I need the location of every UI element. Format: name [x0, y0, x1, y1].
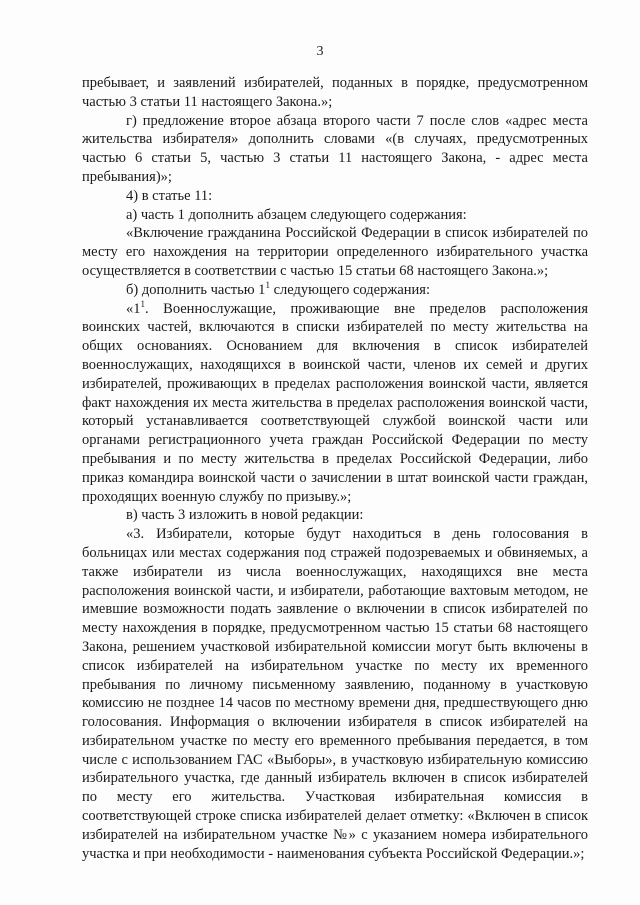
paragraph-continuation: пребывает, и заявлений избирателей, поданных в порядке, предусмотренном частью 3 статьи 11 настоящего Закона.»;: [82, 75, 588, 110]
document-body: [82, 74, 588, 863]
paragraph-item-v: в) часть 3 изложить в новой редакции:: [126, 507, 364, 524]
superscript: 1: [140, 298, 145, 309]
paragraph-quote-inclusion: «Включение гражданина Российской Федерации в список избирателей по месту его нахождения на территории определенного избирательного участка осуществляется в соответствии с частью 15 статьи 68 настоящего Закона.»;: [82, 225, 588, 279]
paragraph-text: «1: [126, 300, 141, 317]
paragraph-quote-part-3: «3. Избиратели, которые будут находиться в день голосования в больницах или местах содержания под стражей подозреваемых и обвиняемых, а также избиратели из числа военнослужащих, находящихся вне места расположения воинской части, и избиратели, работающие вахтовым методом, не имевшие возможности подать заявление о включении в список избирателей по месту нахождения в порядке, предусмотренном частью 15 статьи 68 настоящего Закона, решением участковой избирательной комиссии могут быть включены в список избирателей на избирательном участке по месту их временного пребывания по личному письменному заявлению, поданному в участковую комиссию не позднее 14 часов по местному времени дня, предшествующего дню голосования. Информация о включении избирателя в список избирателей на избирательном участке по месту его временного пребывания передается, в том числе с использованием ГАС «Выборы», в участковую избирательную комиссию избирательного участка, где данный избиратель включен в список избирателей по месту его жительства. Участковая избирательная комиссия в соответствующей строке списка избирателей делает отметку: «Включен в список избирателей на избирательном участке №» с указанием номера избирательного участка и при необходимости - наименования субъекта Российской Федерации.»;: [82, 526, 588, 862]
paragraph-item-g: г) предложение второе абзаца второго части 7 после слов «адрес места жительства избирателя» дополнить словами «(в случаях, предусмотренных частью 6 статьи 5, частью 3 статьи 11 настоящего Закона, - адрес места пребывания)»;: [82, 112, 588, 185]
paragraph-item-4: 4) в статье 11:: [126, 187, 213, 204]
paragraph-text: . Военнослужащие, проживающие вне пределов расположения воинских частей, включаются в списки избирателей по месту жительства на общих основаниях. Основанием для включения в список избирателей военнослужащих, находящихся в воинской части, членов их семей и других избирателей, проживающих в пределах расположения воинской части, является факт нахождения их места жительства в пределах расположения воинской части, который устанавливается соответствующей службой воинской части или органами регистрационного учета граждан Российской Федерации по месту пребывания и по месту жительства в пределах Российской Федерации, либо приказ командира воинской части о зачислении в штат воинской части граждан, проходящих военную службу по призыву.»;: [82, 300, 588, 505]
paragraph-text: б) дополнить частью 1: [126, 281, 266, 298]
paragraph-item-b: [82, 281, 588, 300]
paragraph-item-a: а) часть 1 дополнить абзацем следующего содержания:: [126, 206, 467, 223]
paragraph-quote-military: [82, 300, 588, 507]
page-number: 3: [316, 44, 324, 59]
paragraph-text: следующего содержания:: [269, 281, 431, 298]
superscript: 1: [265, 279, 270, 290]
